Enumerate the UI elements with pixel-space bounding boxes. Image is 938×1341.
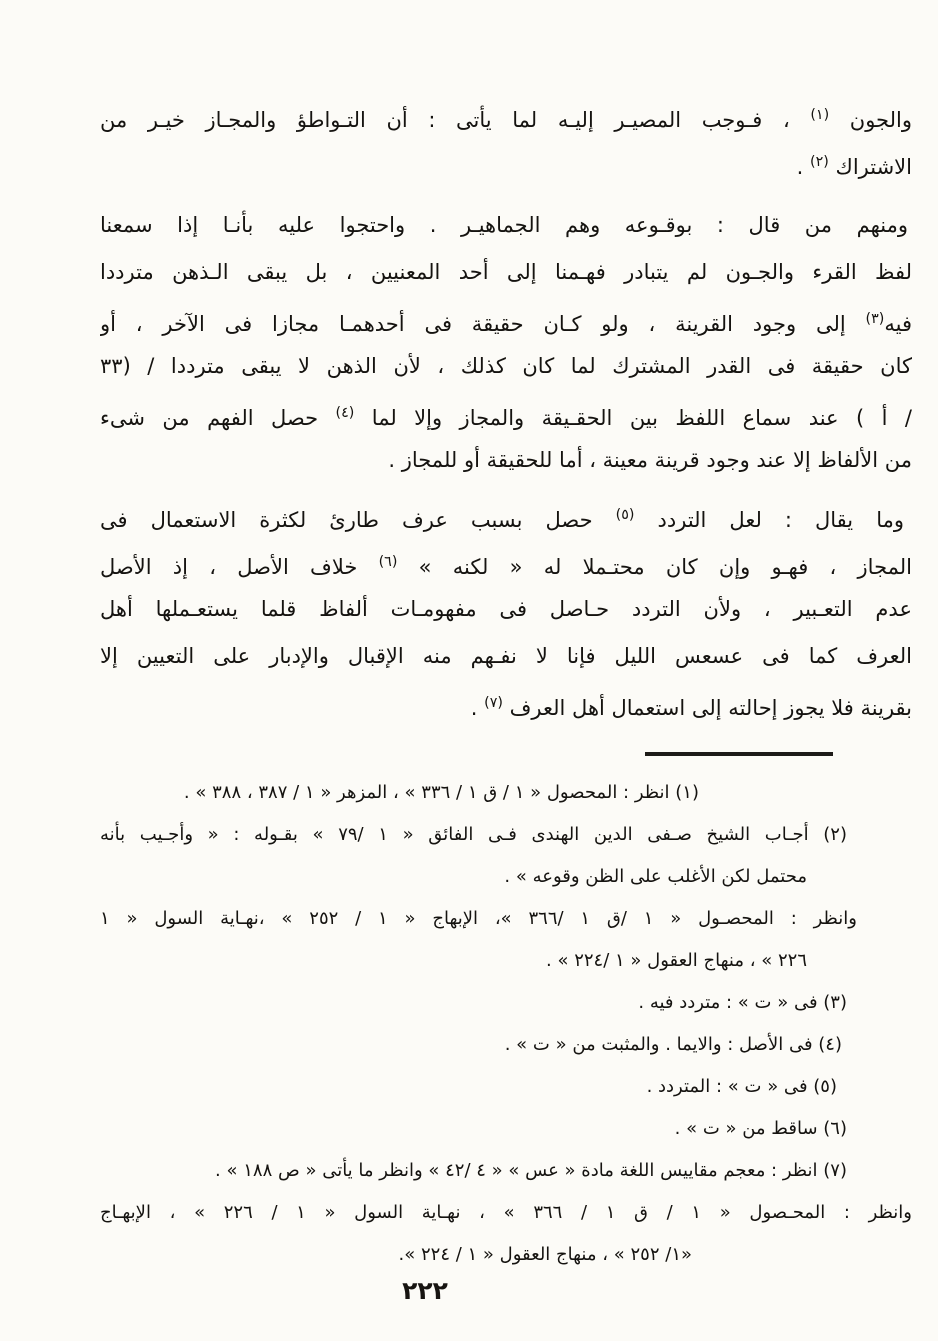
text-segment: محتمل لكن الأغلب على الظن وقوعه » . xyxy=(504,866,807,887)
footnote-divider xyxy=(645,752,833,756)
footnote-line xyxy=(100,1192,912,1234)
text-segment: ٢٢٦ » ، منهاج العقول « ١ /٢٢٤ » . xyxy=(546,950,807,971)
text-segment: العرف كما فى عسعس الليل فإنا لا نفـهم منه الإقبال والإدبار على التعيين إلا xyxy=(100,644,912,668)
text-segment: والجون xyxy=(829,108,912,132)
text-segment: من الألفاظ إلا عند وجود قرينة معينة ، أما للحقيقة أو للمجاز . xyxy=(388,448,912,472)
page-number: ٢٢٢ xyxy=(402,1276,448,1305)
text-line xyxy=(100,680,912,727)
text-segment: الاشتراك xyxy=(828,155,912,179)
footnote-line xyxy=(100,1150,912,1192)
text-segment: فيه xyxy=(884,312,912,336)
text-segment: المجاز ، فهـو وإن كان محتـملا له « لكنه » xyxy=(397,555,912,579)
text-line xyxy=(100,249,912,296)
text-segment: (٦) ساقط من « ت » . xyxy=(674,1118,847,1139)
text-segment: وانظر : المحـصول « ١ / ق ١ / ٣٦٦ » ، نهـاية السول « ١ / ٢٢٦ » ، الإبهـاج xyxy=(100,1202,912,1223)
footnote xyxy=(100,1066,912,1108)
text-segment: . xyxy=(470,696,485,720)
footnote-line xyxy=(100,1108,912,1150)
main-text xyxy=(100,92,912,727)
text-segment: (٣) فى « ت » : متردد فيه . xyxy=(638,992,847,1013)
text-segment: ومنهم من قال : بوقـوعه وهم الجماهيـر . واحتجوا عليه بأنـا إذا سمعنا xyxy=(100,213,908,237)
text-segment: حصل بسبب عرف طارئ لكثرة الاستعمال فى xyxy=(100,508,616,532)
footnote-line xyxy=(100,772,912,814)
footnote-line xyxy=(100,1066,912,1108)
footnote-line xyxy=(100,856,912,898)
footnote-ref: (١) xyxy=(810,107,830,123)
text-segment: وانظر : المحصـول « ١ /ق ١ /٣٦٦ »، الإبهاج « ١ / ٢٥٢ » ،نهـاية السول « ١ xyxy=(100,908,857,929)
footnote xyxy=(100,1024,912,1066)
footnote xyxy=(100,1108,912,1150)
text-line xyxy=(100,139,912,186)
footnote-line xyxy=(100,982,912,1024)
text-segment: كان حقيقة فى القدر المشترك لما كان كذلك ، لأن الذهن لا يبقى مترددا / (٣٣ xyxy=(100,354,912,378)
footnote-ref: (٣) xyxy=(865,311,885,327)
footnote-ref: (٢) xyxy=(810,154,829,170)
text-segment: حصل الفهم من شىء xyxy=(100,406,336,430)
text-segment: . xyxy=(796,155,811,179)
text-segment: لفظ القرء والجـون لم يتبادر فهـمنا إلى أحد المعنيين ، بل يبقى الـذهن مترددا xyxy=(100,260,912,284)
text-segment: (٢) أجـاب الشيخ صـفى الدين الهندى فـى الفائق « ١ /٧٩ » بقـوله : « وأجـيب بأنه xyxy=(100,824,847,845)
paragraph xyxy=(100,92,912,186)
paragraph xyxy=(100,492,912,727)
footnote-line xyxy=(100,898,912,940)
footnote-ref: (٧) xyxy=(484,695,503,711)
footnote-line xyxy=(100,1234,912,1276)
footnote-line xyxy=(100,814,912,856)
footnote xyxy=(100,1150,912,1276)
text-segment: بقرينة فلا يجوز إحالته إلى استعمال أهل العرف xyxy=(502,696,912,720)
footnote xyxy=(100,772,912,814)
text-segment: / أ ) عند سماع اللفظ بين الحقـيقة والمجاز وإلا لما xyxy=(354,406,912,430)
text-segment: (٤) فى الأصل : والايما . والمثبت من « ت » . xyxy=(504,1034,842,1055)
text-segment: (٥) فى « ت » : المتردد . xyxy=(646,1076,837,1097)
footnote-line xyxy=(100,940,912,982)
text-segment: وما يقال : لعل التردد xyxy=(634,508,904,532)
footnote-ref: (٥) xyxy=(615,507,635,523)
footnote xyxy=(100,814,912,982)
text-line xyxy=(100,492,912,539)
text-line xyxy=(100,390,912,437)
text-line xyxy=(100,633,912,680)
paragraph xyxy=(100,202,912,484)
text-line xyxy=(100,296,912,343)
text-line xyxy=(100,92,912,139)
footnote-ref: (٦) xyxy=(378,554,398,570)
text-segment: إلى وجود القرينة ، ولو كـان حقيقة فى أحدهمـا مجازا فى الآخر ، أو xyxy=(100,312,866,336)
footnotes xyxy=(100,772,912,1276)
text-line xyxy=(100,343,912,390)
text-line xyxy=(100,586,912,633)
footnote-line xyxy=(100,1024,912,1066)
text-segment: خلاف الأصل ، إذ الأصل xyxy=(100,555,379,579)
footnote xyxy=(100,982,912,1024)
text-segment: عدم التعـبير ، ولأن التردد حـاصل فى مفهومـات ألفاظ قلما يستعـملها أهل xyxy=(100,597,912,621)
text-segment: (١) انظر : المحصول « ١ / ق ١ / ٣٣٦ » ، المزهر « ١ / ٣٨٧ ، ٣٨٨ » . xyxy=(183,782,699,803)
text-segment: «١/ ٢٥٢ » ، منهاج العقول « ١ / ٢٢٤ ». xyxy=(398,1244,692,1265)
text-line xyxy=(100,539,912,586)
text-line xyxy=(100,202,912,249)
text-segment: ، فـوجب المصيـر إليـه لما يأتى : أن التـواطؤ والمجـاز خيـر من xyxy=(100,108,811,132)
text-line xyxy=(100,437,912,484)
text-segment: (٧) انظر : معجم مقاييس اللغة مادة « عس » « ٤ /٤٢ » وانظر ما يأتى « ص ١٨٨ » . xyxy=(215,1160,847,1181)
footnote-ref: (٤) xyxy=(335,405,355,421)
